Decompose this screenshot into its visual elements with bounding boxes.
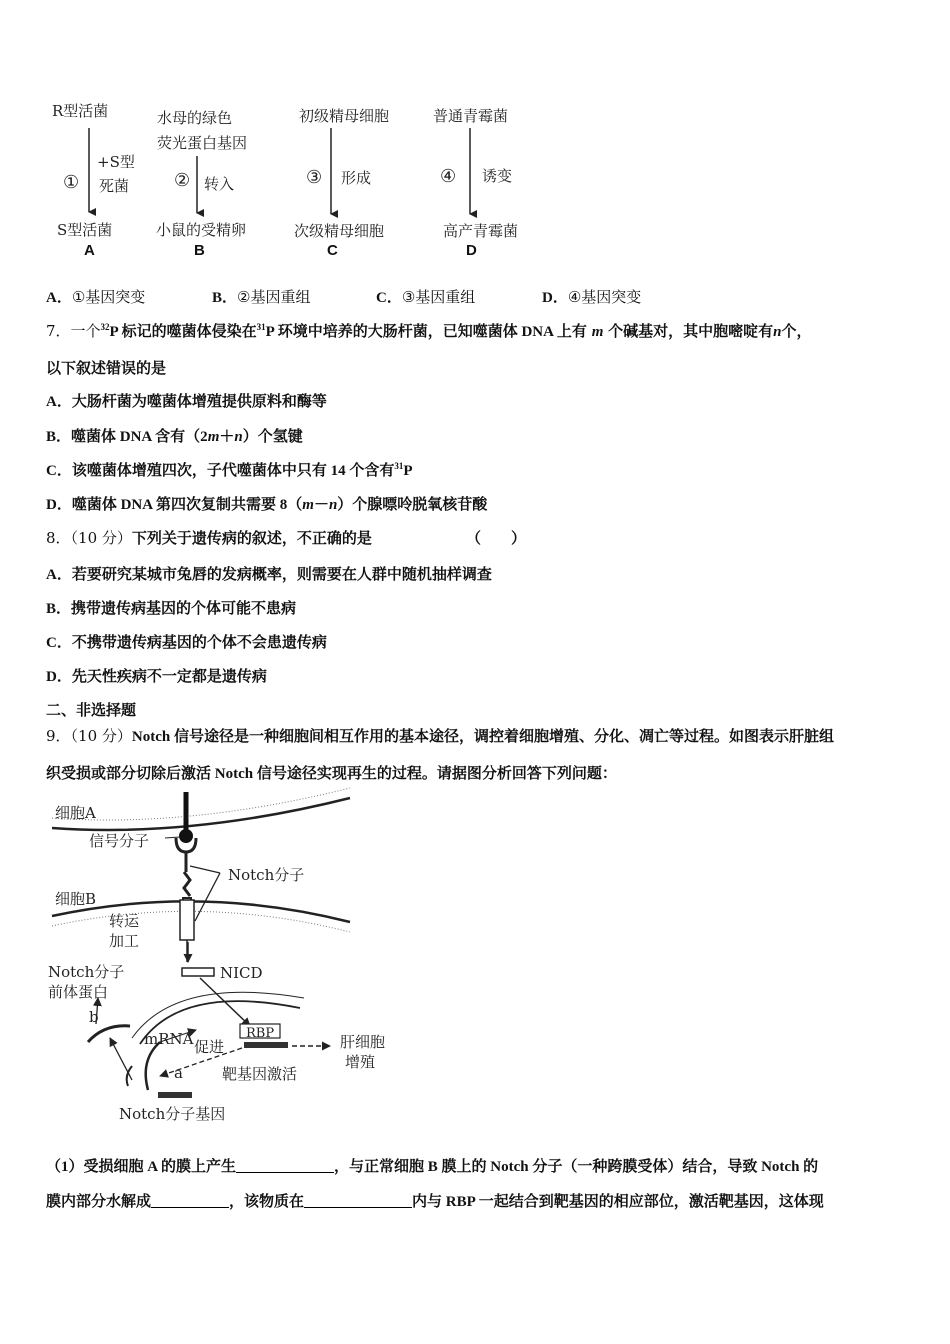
panel-d-top: 普通青霉菌 bbox=[433, 107, 509, 125]
label-transport-2: 加工 bbox=[109, 932, 140, 950]
panel-a-bottom: S型活菌 bbox=[57, 221, 113, 239]
panel-a-top: R型活菌 bbox=[52, 102, 109, 120]
panel-b-number: ② bbox=[174, 170, 191, 191]
panel-a-letter: A bbox=[84, 242, 95, 259]
label-liver-2: 增殖 bbox=[345, 1053, 376, 1071]
panel-d-letter: D bbox=[466, 242, 477, 259]
q6-option-c: C．③基因重组 bbox=[376, 288, 476, 306]
figure-2-drawing bbox=[0, 780, 420, 1130]
q6-option-d: D．④基因突变 bbox=[542, 288, 642, 306]
panel-b-letter: B bbox=[194, 242, 205, 259]
q9-stem-line-1: 9．（10 分）Notch 信号途径是一种细胞间相互作用的基本途径，调控着细胞增殖、分化、凋亡等过程。如图表示肝脏组 bbox=[46, 727, 834, 745]
q8-option-d: D．先天性疾病不一定都是遗传病 bbox=[46, 669, 267, 685]
panel-b-bottom: 小鼠的受精卵 bbox=[156, 221, 247, 239]
answer-blank-1[interactable] bbox=[236, 1158, 334, 1173]
q8-option-c: C．不携带遗传病基因的个体不会患遗传病 bbox=[46, 635, 327, 651]
label-precursor-2: 前体蛋白 bbox=[48, 983, 109, 1001]
label-notch-gene: Notch分子基因 bbox=[119, 1105, 226, 1123]
label-signal-molecule: 信号分子 bbox=[89, 832, 150, 850]
label-precursor-1: Notch分子 bbox=[48, 963, 125, 981]
q7-stem-line-1: 7．一个$^{32}$P 标记的噬菌体侵染在$^{31}$P 环境中培养的大肠杆菌，已知噬菌体 DNA 上有 m 个碱基对，其中胞嘧啶有n个， bbox=[46, 322, 812, 340]
panel-a-number: ① bbox=[63, 172, 80, 193]
panel-c-top: 初级精母细胞 bbox=[299, 107, 390, 125]
figure-1-arrows bbox=[0, 0, 600, 270]
label-promote: 促进 bbox=[194, 1038, 225, 1056]
panel-c-letter: C bbox=[327, 242, 338, 259]
panel-d-bottom: 高产青霉菌 bbox=[443, 222, 519, 240]
answer-blank-3[interactable] bbox=[304, 1193, 412, 1208]
label-transport-1: 转运 bbox=[109, 912, 140, 930]
q6-option-b: B．②基因重组 bbox=[212, 288, 311, 306]
panel-c-bottom: 次级精母细胞 bbox=[294, 222, 385, 240]
q7-option-d: D．噬菌体 DNA 第四次复制共需要 8（m－n）个腺嘌呤脱氧核苷酸 bbox=[46, 497, 488, 513]
q6-option-a: A．①基因突变 bbox=[46, 288, 146, 306]
panel-a-side-1: +S型 bbox=[97, 153, 135, 171]
label-a: a bbox=[174, 1064, 183, 1082]
answer-blank-2[interactable] bbox=[151, 1193, 229, 1208]
q8-option-a: A．若要研究某城市兔唇的发病概率，则需要在人群中随机抽样调查 bbox=[46, 567, 492, 583]
mrna-strand bbox=[146, 1042, 160, 1090]
q7-option-b: B．噬菌体 DNA 含有（2m＋n）个氢键 bbox=[46, 429, 303, 445]
q8-option-b: B．携带遗传病基因的个体可能不患病 bbox=[46, 601, 297, 617]
panel-b-top-2: 荧光蛋白基因 bbox=[157, 134, 248, 152]
panel-a-side-2: 死菌 bbox=[99, 177, 130, 195]
section-2-heading: 二、非选择题 bbox=[46, 703, 137, 719]
label-liver-1: 肝细胞 bbox=[340, 1033, 386, 1051]
q7-option-c: C．该噬菌体增殖四次，子代噬菌体中只有 14 个含有$^{31}$P bbox=[46, 461, 413, 479]
q9-sub1-line-1: （1）受损细胞 A 的膜上产生 ，与正常细胞 B 膜上的 Notch 分子（一种跨膜受体）结合，导致 Notch 的 bbox=[46, 1159, 819, 1175]
q7-stem-line-2: 以下叙述错误的是 bbox=[46, 361, 167, 377]
panel-c-side: 形成 bbox=[341, 169, 372, 187]
q9-stem-line-2: 织受损或部分切除后激活 Notch 信号途径实现再生的过程。请据图分析回答下列问题： bbox=[46, 766, 617, 782]
panel-c-number: ③ bbox=[306, 167, 323, 188]
notch-gene-bar bbox=[158, 1092, 192, 1098]
q8-stem: 8．（10 分）下列关于遗传病的叙述，不正确的是 bbox=[46, 529, 372, 547]
cell-a-membrane-inner bbox=[52, 788, 350, 820]
label-cell-b: 细胞B bbox=[55, 890, 97, 908]
label-cell-a: 细胞A bbox=[55, 804, 96, 822]
panel-b-side: 转入 bbox=[204, 175, 235, 193]
signal-pointer bbox=[165, 837, 180, 838]
q9-sub1-line-2: 膜内部分水解成 ，该物质在 内与 RBP 一起结合到靶基因的相应部位，激活靶基因，这体现 bbox=[46, 1194, 824, 1210]
cell-b-membrane-inner bbox=[52, 911, 350, 932]
panel-b-top-1: 水母的绿色 bbox=[157, 109, 233, 127]
cell-a-membrane bbox=[52, 798, 350, 830]
label-notch-molecule: Notch分子 bbox=[228, 866, 305, 884]
label-target-activation: 靶基因激活 bbox=[222, 1065, 298, 1083]
panel-d-side: 诱变 bbox=[482, 167, 513, 185]
panel-d-number: ④ bbox=[440, 166, 457, 187]
target-gene-bar bbox=[244, 1042, 288, 1048]
q7-option-a: A．大肠杆菌为噬菌体增殖提供原料和酶等 bbox=[46, 394, 327, 410]
label-b: b bbox=[89, 1008, 99, 1026]
q8-answer-paren: （ ） bbox=[466, 531, 527, 547]
label-nicd: NICD bbox=[220, 964, 263, 982]
nicd-fragment bbox=[182, 968, 214, 976]
signal-molecule bbox=[179, 829, 193, 843]
nicd-box bbox=[180, 900, 194, 940]
label-rbp: RBP bbox=[246, 1026, 275, 1041]
precursor-protein-strand bbox=[88, 1026, 130, 1042]
label-mrna: mRNA bbox=[144, 1030, 194, 1048]
